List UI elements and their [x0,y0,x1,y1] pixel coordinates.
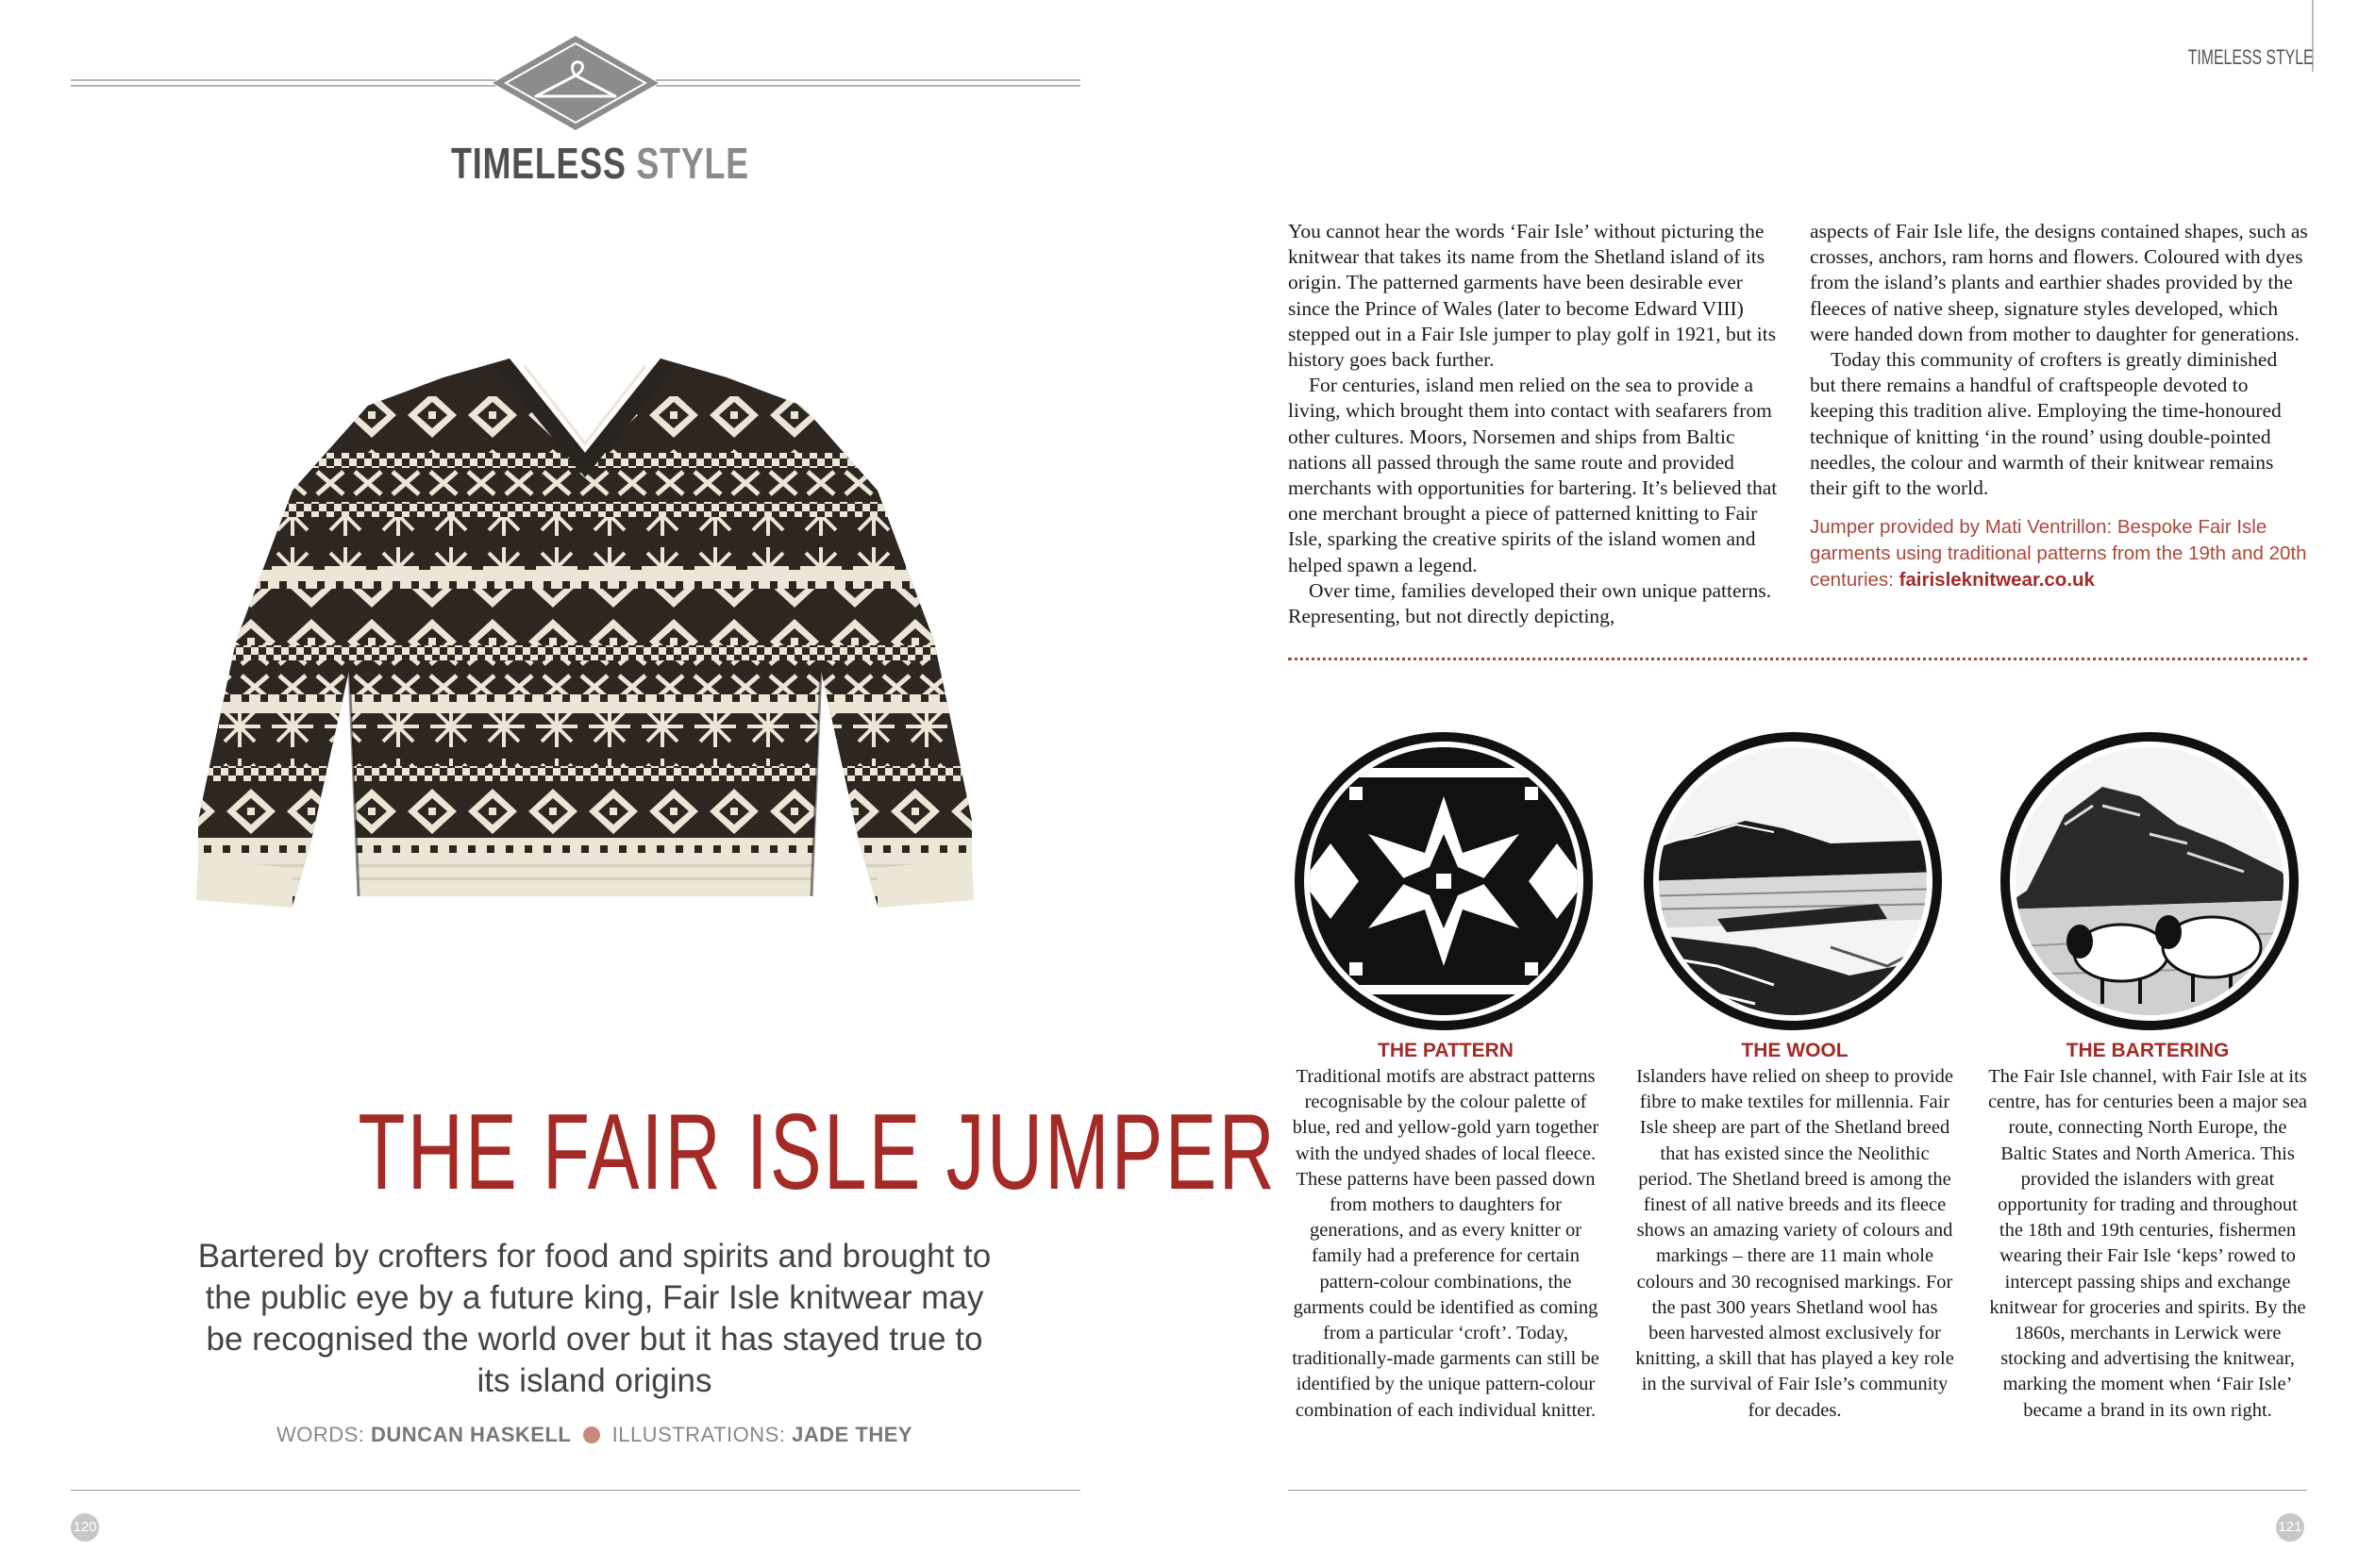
running-head: TIMELESS STYLE [2188,45,2314,69]
feature-pattern [1285,1038,1606,1424]
section-title [451,138,749,189]
separator-dot-icon [583,1426,600,1443]
section-title-part2: STYLE [636,139,749,188]
fair-isle-jumper-image [160,330,1010,934]
header-rule-right-2 [656,85,1080,87]
feature-wool-title: THE WOOL [1741,1040,1849,1061]
feature-bartering-body: The Fair Isle channel, with Fair Isle at its centre, has for centuries been a major sea route, connecting North Europe, the Baltic States and North America. This provided the islanders with great opportunity for trading and throughout the 18th and 19th centuries, fishermen wearing their Fair Isle ‘keps’ rowed to intercept passing ships and exchange knitwear for groceries and spirits. By the 1860s, merchants in Lerwick were stocking and advertising the knitwear, marking the moment when ‘Fair Isle’ became a brand in its own right. [1987,1066,2308,1421]
header-rule-left-2 [71,85,495,87]
article-headline-text: THE FAIR ISLE JUMPER [358,1093,1277,1212]
pattern-illustration-icon [1293,730,1595,1032]
illustrations-label: ILLUSTRATIONS: [611,1423,786,1446]
header-rule-left [71,79,495,81]
feature-pattern-title: THE PATTERN [1378,1040,1514,1061]
section-title-part1: TIMELESS [451,139,627,188]
illustrations-author: JADE THEY [792,1423,913,1446]
photo-caption-text: Jumper provided by Mati Ventrillon: Bespoke Fair Isle garments using traditional patterns from the 19th and 20th centuries: [1810,516,2307,592]
right-page [1180,0,2359,1568]
article-col1-para-1: You cannot hear the words ‘Fair Isle’ without picturing the knitwear that takes its name from the Shetland island of its origin. The patterned garments have been desirable ever since the Prince of Wales (later to become Edward VIII) stepped out in a Fair Isle jumper to play golf in 1921, but its history goes back further. [1288,220,1777,372]
article-col2-para-1: aspects of Fair Isle life, the designs contained shapes, such as crosses, anchors, ram horns and flowers. Coloured with dyes from the island’s plants and earthier shades provided by the fleeces of native sheep, signature styles developed, which were handed down from mother to daughter for generations. [1810,220,2308,345]
footer-rule-left [71,1490,1080,1491]
feature-pattern-body: Traditional motifs are abstract patterns recognisable by the colour palette of blue, red and yellow-gold yarn together with the undyed shades of local fleece. These patterns have been passed down from mothers to daughters for generations, and as every knitter or family had a preference for certain pattern-colour combinations, the garments could be identified as coming from a particular ‘croft’. Today, traditionally-made garments can still be identified by the unique pattern-colour combination of each individual knitter. [1292,1066,1599,1421]
hanger-icon [491,34,661,132]
page-number-right: 121 [2276,1513,2304,1542]
article-headline [179,1093,1277,1212]
caption-link[interactable]: fairisleknitwear.co.uk [1899,569,2095,592]
dotted-divider [1288,658,2307,660]
article-col2-para-2: Today this community of crofters is greatly diminished but there remains a handful of craftspeople devoted to keeping this tradition alive. Employing the time-honoured technique of knitting ‘in the round’ using double-pointed needles, the colour and warmth of their knitwear remains their gift to the world. [1810,348,2282,500]
page-number-left: 120 [71,1513,99,1542]
feature-wool-body: Islanders have relied on sheep to provide fibre to make textiles for millennia. Fair Isle sheep are part of the Shetland breed that has existed since the Neolithic period. The Shetland breed is among the finest of all native breeds and its fleece shows an amazing variety of colours and markings – there are 11 main whole colours and 30 recognised markings. For the past 300 years Shetland wool has been harvested almost exclusively for knitting, a skill that has played a key role in the survival of Fair Isle’s community for decades. [1635,1066,1954,1421]
wool-illustration-icon [1642,730,1944,1032]
bartering-illustration-icon [1999,730,2300,1032]
article-column-1 [1288,219,1779,629]
words-author: DUNCAN HASKELL [371,1423,572,1446]
footer-rule-right [1288,1490,2307,1491]
article-column-2 [1810,219,2308,593]
feature-wool [1634,1038,1955,1424]
header-rule-right [656,79,1080,81]
words-label: WORDS: [276,1423,365,1446]
article-col1-para-2: For centuries, island men relied on the sea to provide a living, which brought them into contact with seafarers from other cultures. Moors, Norsemen and ships from Baltic nations all passed through the same route and provided merchants with opportunities for bartering. It’s believed that one merchant brought a piece of patterned knitting to Fair Isle, sparking the creative spirits of the island women and helped spawn a legend. [1288,374,1778,576]
feature-bartering-title: THE BARTERING [2066,1040,2230,1061]
feature-bartering [1987,1038,2308,1424]
article-credits [208,1423,981,1447]
article-col1-para-3: Over time, families developed their own unique patterns. Representing, but not directly depicting, [1288,578,1772,628]
article-standfirst: Bartered by crofters for food and spirits and brought to the public eye by a future king, Fair Isle knitwear may be recognised the world over but it has stayed true to its island origins [197,1238,992,1399]
photo-caption [1810,514,2308,593]
